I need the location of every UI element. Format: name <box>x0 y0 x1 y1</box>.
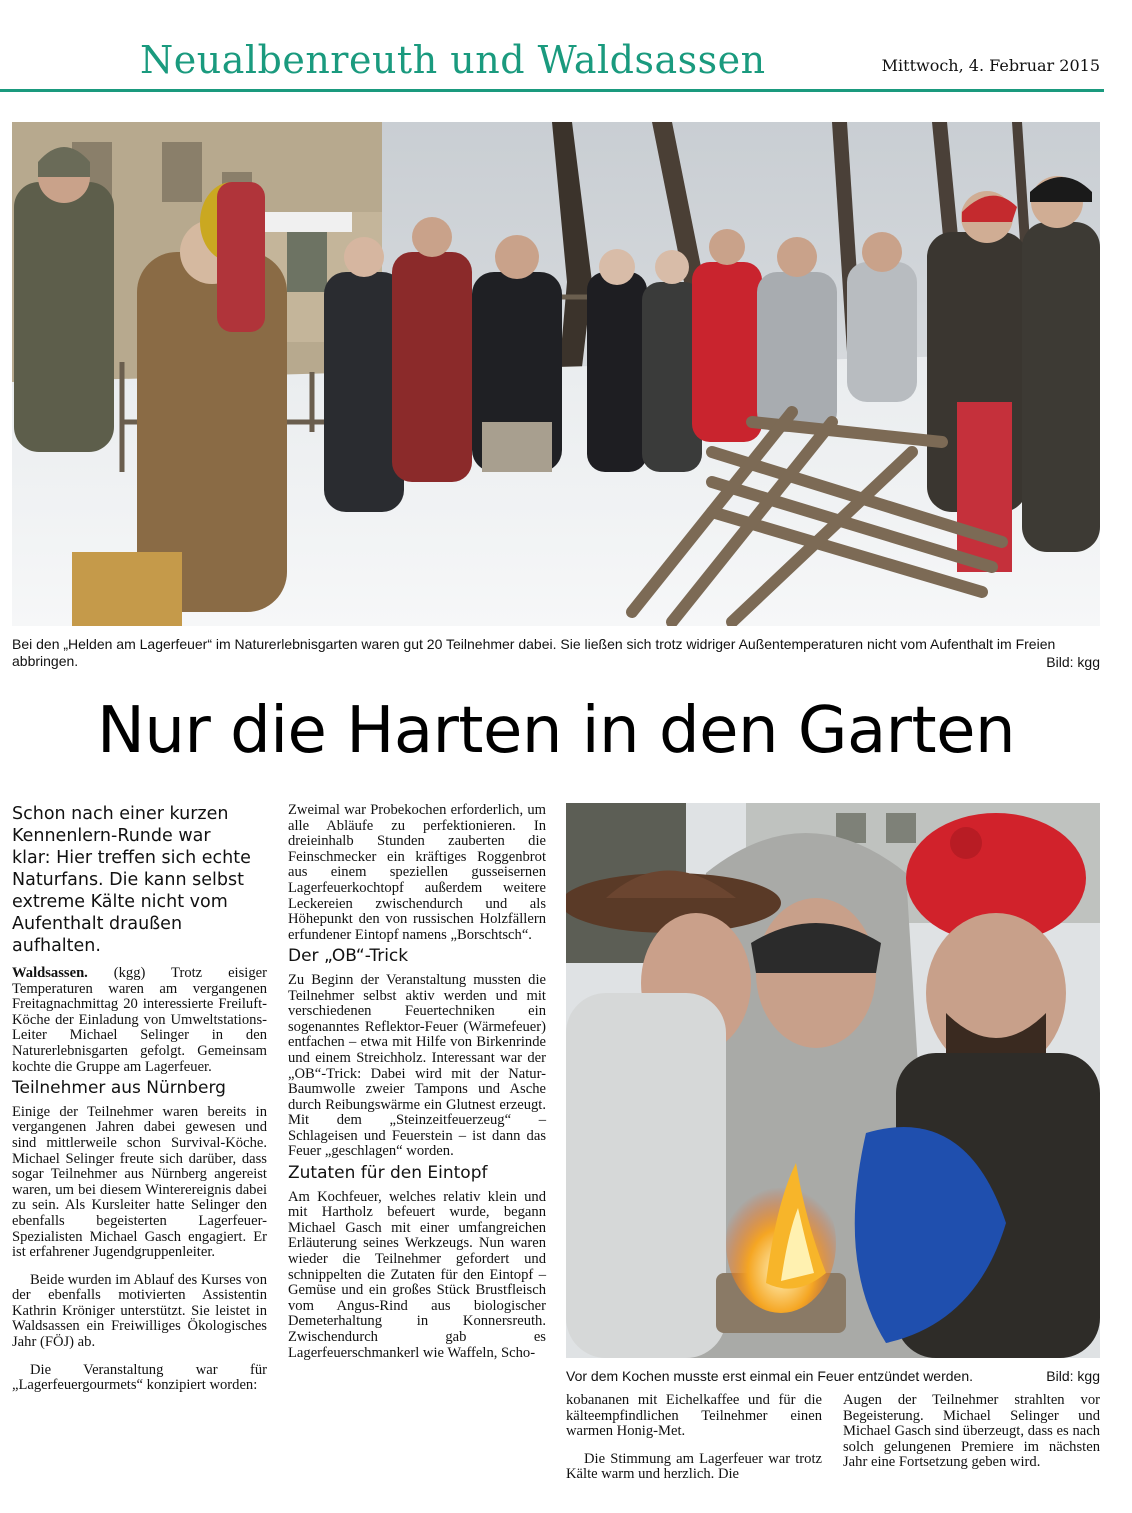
col4-paragraph-1: Augen der Teilnehmer strahlten vor Begeisterung. Michael Selinger und Michael Gasch sind überzeugt, dass es nach solch gelungenen Premiere im nächsten Jahr eine Fortsetzung geben wird. <box>843 1392 1100 1471</box>
photo1-caption <box>12 636 1100 670</box>
photo2-credit: Bild: kgg <box>1046 1368 1100 1384</box>
issue-date: Mittwoch, 4. Februar 2015 <box>881 56 1100 75</box>
column-1 <box>12 966 267 1398</box>
fire-photo <box>566 803 1100 1358</box>
subhead-nuernberg: Teilnehmer aus Nürnberg <box>12 1078 226 1099</box>
col2-paragraph-2: Zu Beginn der Veranstaltung mussten die Teilnehmer selbst aktiv werden und mit verschiedenen Feuertechniken ein sogenanntes Reflektor-Feuer (Wärmefeuer) entfachen – etwa mit Hilfe von Birkenrinde und einem Streichholz. Interessant war der „OB“-Trick: Dabei wird mit der Natur-Baumwolle zweier Tampons und Asche durch Reibungswärme ein Glutnest erzeugt. Mit dem „Steinzeitfeuerzeug“ – Schlageisen und Feuerstein – ist dann das Feuer „geschlagen“ worden. <box>288 971 546 1160</box>
subhead-zutaten: Zutaten für den Eintopf <box>288 1163 488 1184</box>
col1-paragraph-4: Die Veranstaltung war für „Lagerfeuergourmets“ konzipiert worden: <box>12 1361 267 1394</box>
col1-paragraph-2: Einige der Teilnehmer waren bereits in vergangenen Jahren dabei gewesen und sind mittlerweile schon Survival-Köche. Michael Selinger freute sich darüber, dass sogar Teilnehmer aus Nürnberg angereist waren, um bei diesem Winterereignis dabei zu sein. Als Kursleiter hatte Selinger den ebenfalls begeisterten Lagerfeuer-Spezialisten Michael Gasch engagiert. Er ist erfahrener Jugendgruppenleiter. <box>12 1103 267 1261</box>
photo1-caption-text: Bei den „Helden am Lagerfeuer“ im Naturerlebnisgarten waren gut 20 Teilnehmer dabei. Sie ließen sich trotz widriger Außentemperaturen nicht vom Aufenthalt im Freien abbringen. <box>12 636 1056 669</box>
masthead: Neualbenreuth und Waldsassen <box>140 38 766 82</box>
col1-p1-text: (kgg) Trotz eisiger Temperaturen waren am vergangenen Freitagnachmittag 20 interessierte Freiluft-Köche der Einladung von Umweltstations-Leiter Michael Selinger in den Naturerlebnisgarten gefolgt. Gemeinsam kochte die Gruppe am Lagerfeuer. <box>12 965 267 1075</box>
col2-paragraph-1: Zweimal war Probekochen erforderlich, um alle Abläufe zu perfektionieren. In dreieinhalb Stunden zauberten die Feinschmecker ein kräftiges Roggenbrot aus einem speziellen gusseisernen Lagerfeuerkochtopf außerdem weitere Leckereien zwischendurch und als Höhepunkt den von russischen Holzfällern erfundener Eintopf namens „Borschtsch“. <box>288 802 546 943</box>
column-2 <box>288 803 546 1365</box>
dateline: Waldsassen. <box>12 965 88 981</box>
col3-paragraph-2: Die Stimmung am Lagerfeuer war trotz Kälte warm und herzlich. Die <box>566 1450 822 1483</box>
photo2-caption: Vor dem Kochen musste erst einmal ein Feuer entzündet werden. <box>566 1368 973 1384</box>
col2-paragraph-3: Am Kochfeuer, welches relativ klein und mit Hartholz befeuert wurde, begann Michael Gasch mit einer umfangreichen Erläuterung seines Werkzeugs. Nun waren wieder die Teilnehmer gefordert und schnippelten die Zutaten für den Eintopf – Gemüse und ein großes Stück Brustfleisch vom Angus-Rind aus biologischer Demeterhaltung in Konnersreuth. Zwischendurch gab es Lagerfeuerschmankerl wie Waffeln, Scho- <box>288 1188 546 1361</box>
column-4 <box>843 1393 1100 1475</box>
col3-paragraph-1: kobananen mit Eichelkaffee und für die kälteempfindlichen Teilnehmer einen warmen Honig-Met. <box>566 1392 822 1440</box>
subhead-ob-trick: Der „OB“-Trick <box>288 946 409 967</box>
headline: Nur die Harten in den Garten <box>97 694 1015 768</box>
lead-paragraph: Schon nach einer kurzen Kennenlern-Runde war klar: Hier treffen sich echte Naturfans. Die kann selbst extreme Kälte nicht vom Aufenthalt draußen aufhalten. <box>12 804 251 956</box>
col1-paragraph-1 <box>12 966 267 1075</box>
photo1-credit: Bild: kgg <box>1046 654 1100 670</box>
column-3 <box>566 1393 822 1487</box>
col1-paragraph-3: Beide wurden im Ablauf des Kurses von der ebenfalls motivierten Assistentin Kathrin Kröniger unterstützt. Sie leistet in Waldsassen ein Freiwilliges Ökologisches Jahr (FÖJ) ab. <box>12 1271 267 1351</box>
group-photo <box>12 122 1100 626</box>
masthead-rule <box>0 89 1104 92</box>
